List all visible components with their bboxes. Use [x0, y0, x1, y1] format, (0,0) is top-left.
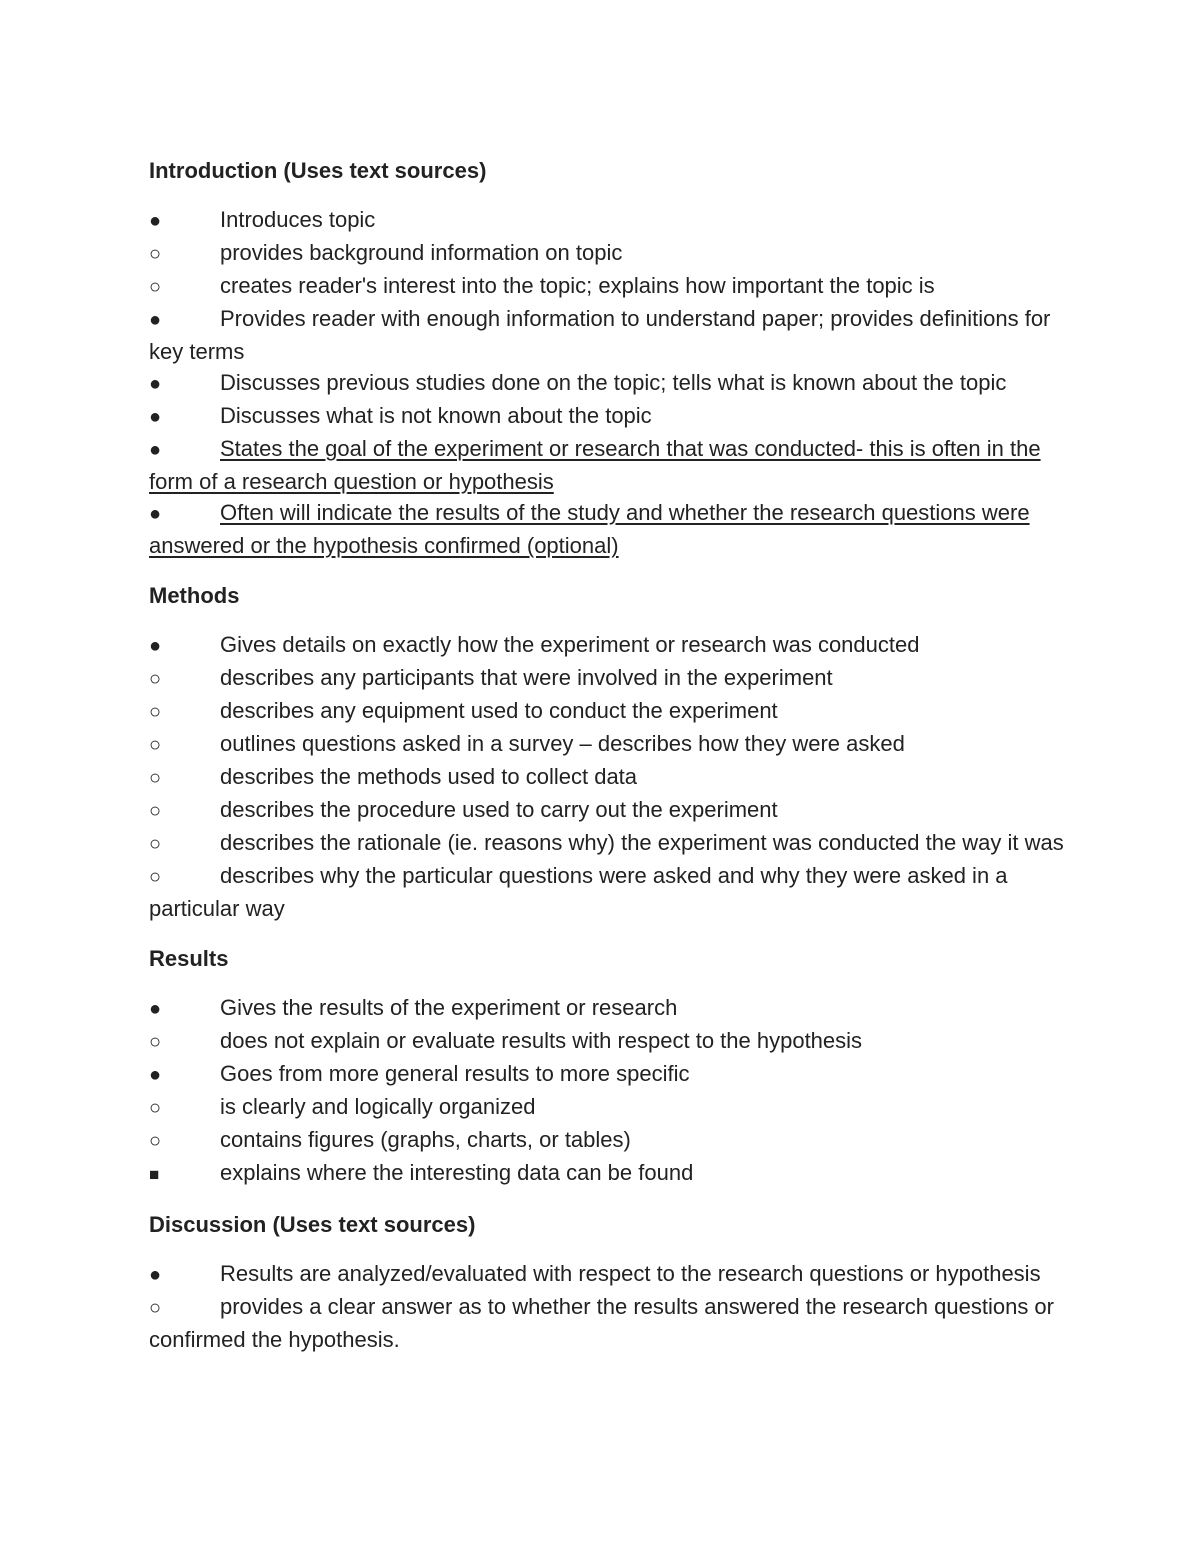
list-item [149, 827, 1064, 860]
list-item [149, 237, 1064, 270]
list-item [149, 270, 1064, 303]
list-item-text: Introduces topic [220, 207, 376, 232]
list-item [149, 1291, 1064, 1355]
list-item-text: explains where the interesting data can be found [220, 1160, 694, 1185]
disc-bullet-icon: ● [149, 998, 162, 1020]
circle-bullet-icon: ○ [149, 1031, 162, 1053]
list-item [149, 794, 1064, 827]
list-item [149, 662, 1064, 695]
disc-bullet-icon: ● [149, 503, 162, 525]
disc-bullet-icon: ● [149, 1064, 162, 1086]
disc-bullet-icon: ● [149, 210, 162, 232]
list-item [149, 761, 1064, 794]
section-heading: Results [149, 946, 229, 971]
disc-bullet-icon: ● [149, 406, 162, 428]
list-item [149, 497, 1064, 561]
list-item [149, 1058, 1064, 1091]
list-item [149, 303, 1064, 367]
section-methods [149, 580, 1064, 924]
list-item-text: outlines questions asked in a survey – describes how they were asked [220, 731, 905, 756]
list-item [149, 204, 1064, 237]
list-item-text: Often will indicate the results of the study and whether the research questions were answered or the hypothesis confirmed (optional) [149, 500, 1030, 558]
list-item [149, 1258, 1064, 1291]
list-item-text: describes any equipment used to conduct the experiment [220, 698, 778, 723]
list-item [149, 695, 1064, 728]
bullet-list [149, 992, 1064, 1190]
list-item [149, 728, 1064, 761]
list-item [149, 992, 1064, 1025]
disc-bullet-icon: ● [149, 309, 162, 331]
list-item [149, 860, 1064, 924]
disc-bullet-icon: ● [149, 439, 162, 461]
list-item-text: contains figures (graphs, charts, or tables) [220, 1127, 631, 1152]
list-item-text: describes any participants that were involved in the experiment [220, 665, 833, 690]
list-item-text: describes the procedure used to carry out the experiment [220, 797, 778, 822]
list-item-text: describes why the particular questions were asked and why they were asked in a particular way [149, 863, 1008, 921]
list-item [149, 1091, 1064, 1124]
list-item-text: Gives details on exactly how the experiment or research was conducted [220, 632, 920, 657]
circle-bullet-icon: ○ [149, 800, 162, 822]
circle-bullet-icon: ○ [149, 1130, 162, 1152]
list-item-text: is clearly and logically organized [220, 1094, 536, 1119]
disc-bullet-icon: ● [149, 373, 162, 395]
list-item-text: provides a clear answer as to whether the results answered the research questions or confirmed the hypothesis. [149, 1294, 1054, 1352]
disc-bullet-icon: ● [149, 635, 162, 657]
bullet-list [149, 1258, 1064, 1355]
list-item-text: provides background information on topic [220, 240, 623, 265]
list-item-text: Results are analyzed/evaluated with respect to the research questions or hypothesis [220, 1261, 1041, 1286]
circle-bullet-icon: ○ [149, 276, 162, 298]
list-item [149, 400, 1064, 433]
list-item-text: Goes from more general results to more specific [220, 1061, 690, 1086]
list-item [149, 1025, 1064, 1058]
section-results [149, 943, 1064, 1190]
list-item-text: States the goal of the experiment or research that was conducted- this is often in the form of a research question or hypothesis [149, 436, 1041, 494]
list-item-text: describes the rationale (ie. reasons why) the experiment was conducted the way it was [220, 830, 1064, 855]
circle-bullet-icon: ○ [149, 734, 162, 756]
list-item [149, 367, 1064, 400]
list-item-text: Discusses previous studies done on the topic; tells what is known about the topic [220, 370, 1007, 395]
list-item-text: describes the methods used to collect data [220, 764, 638, 789]
section-heading: Methods [149, 583, 240, 608]
list-item [149, 1157, 1064, 1190]
circle-bullet-icon: ○ [149, 668, 162, 690]
bullet-list [149, 629, 1064, 924]
circle-bullet-icon: ○ [149, 1297, 162, 1319]
list-item-text: does not explain or evaluate results with respect to the hypothesis [220, 1028, 863, 1053]
list-item-text: Provides reader with enough information to understand paper; provides definitions for key terms [149, 306, 1051, 364]
list-item-text: Gives the results of the experiment or research [220, 995, 678, 1020]
circle-bullet-icon: ○ [149, 1097, 162, 1119]
circle-bullet-icon: ○ [149, 866, 162, 888]
section-heading: Introduction (Uses text sources) [149, 158, 487, 183]
square-bullet-icon: ■ [149, 1165, 160, 1184]
section-discussion [149, 1209, 1064, 1355]
list-item-text: Discusses what is not known about the topic [220, 403, 652, 428]
section-introduction [149, 155, 1064, 561]
circle-bullet-icon: ○ [149, 767, 162, 789]
document-page [149, 155, 1064, 1355]
circle-bullet-icon: ○ [149, 833, 162, 855]
section-heading: Discussion (Uses text sources) [149, 1212, 476, 1237]
bullet-list [149, 204, 1064, 561]
circle-bullet-icon: ○ [149, 701, 162, 723]
disc-bullet-icon: ● [149, 1264, 162, 1286]
circle-bullet-icon: ○ [149, 243, 162, 265]
list-item [149, 433, 1064, 497]
list-item [149, 629, 1064, 662]
list-item-text: creates reader's interest into the topic; explains how important the topic is [220, 273, 935, 298]
list-item [149, 1124, 1064, 1157]
